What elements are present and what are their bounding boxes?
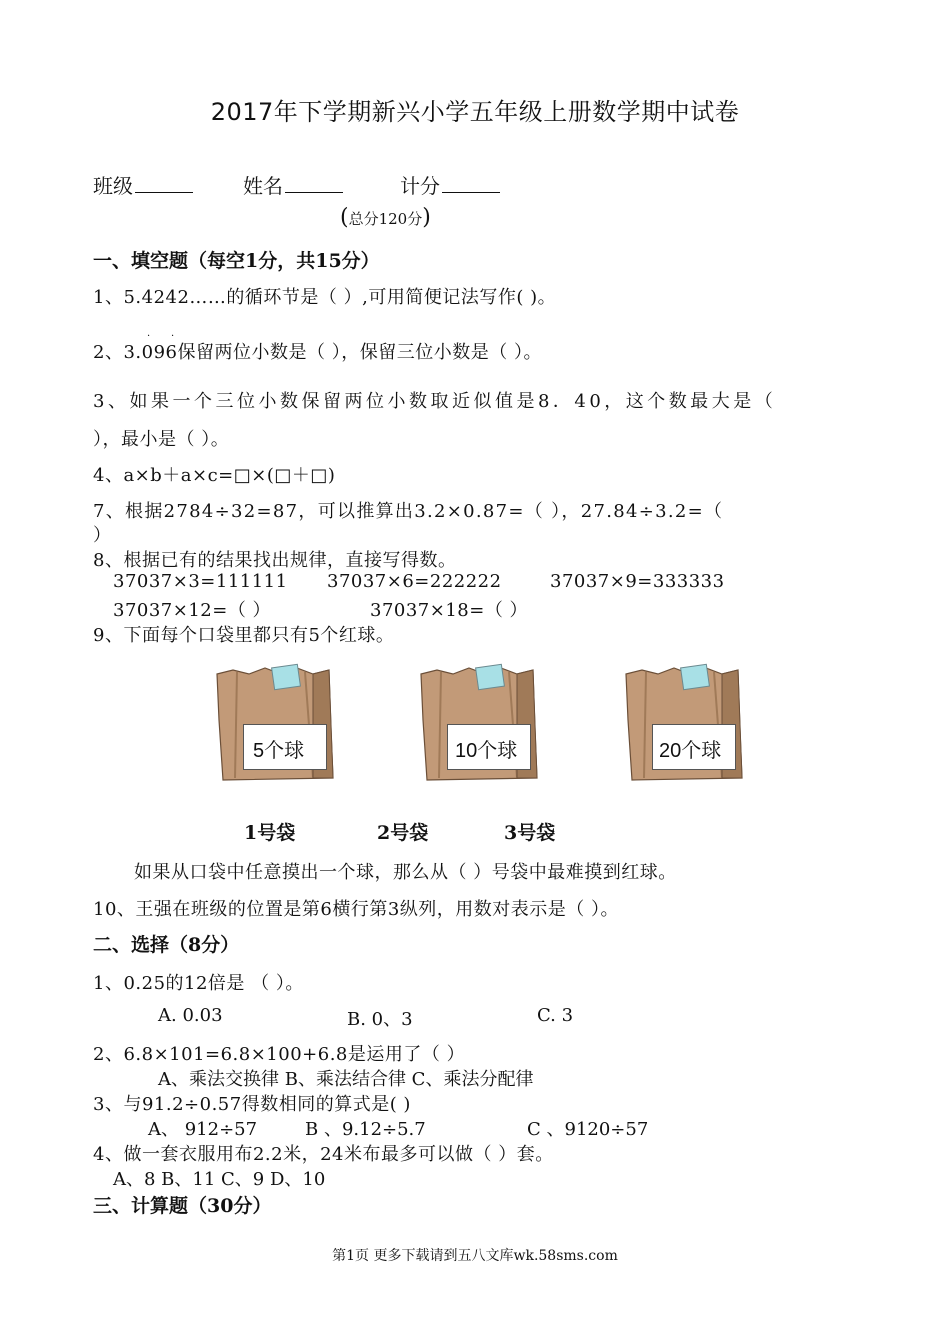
name-label: 姓名 [243,174,283,198]
bag-3-name: 3号袋 [504,822,556,844]
section2-heading: 二、选择（8分） [93,934,240,956]
s1-q3-line2: ），最小是（ ）。 [93,429,230,450]
s1-q2 [93,338,542,364]
name-field [243,170,343,199]
s1-q2-num: 096 [141,342,178,363]
total-close: ) [422,205,431,230]
bag-2-label: 10个球 [455,740,518,762]
s1-q2-suffix: 保留两位小数是（ ），保留三位小数是（ ）。 [177,342,542,363]
s2-q1: 1、0.25的12倍是 （ ）。 [93,973,304,994]
s1-q7-line2: ） [93,525,112,546]
s2-q4-options: A、8 B、11 C、9 D、10 [113,1169,326,1190]
s2-q1-opt-b: B. 0、3 [347,1009,413,1030]
s1-q8-intro: 8、根据已有的结果找出规律，直接写得数。 [93,550,457,571]
section3-heading: 三、计算题（30分） [93,1195,272,1217]
s1-q8-r2c1: 37037×12=（ ） [113,600,272,621]
bag-2 [417,660,545,785]
s1-q4: 4、a×b＋a×c=□×(□＋□) [93,465,336,486]
section1-heading: 一、填空题（每空1分，共15分） [93,250,380,272]
bag-1-name: 1号袋 [244,822,296,844]
s1-q2-prefix: 2、3. [93,342,142,363]
page-footer: 第1页 更多下载请到五八文库wk.58sms.com [332,1248,618,1264]
total-score [340,205,431,230]
s1-q8-r2c2: 37037×18=（ ） [370,600,529,621]
s2-q3: 3、与91.2÷0.57得数相同的算式是( ) [93,1094,411,1115]
s2-q3-opt-a: A、 912÷57 [148,1119,258,1140]
s1-q3-line1: 3、如果一个三位小数保留两位小数取近似值是8．40，这个数最大是（ [93,391,777,412]
s1-q1: 1、5.4242……的循环节是（ ）,可用简便记法写作( )。 [93,287,557,308]
s2-q2-options: A、乘法交换律 B、乘法结合律 C、乘法分配律 [158,1069,534,1090]
s1-q7-line1: 7、根据2784÷32=87，可以推算出3.2×0.87=（ ），27.84÷3.2=（ [93,501,724,522]
class-label: 班级 [93,174,133,198]
s1-q8-r1c3: 37037×9=333333 [550,571,725,592]
score-field [400,170,500,199]
bag-2-name: 2号袋 [377,822,429,844]
s1-q9-question: 如果从口袋中任意摸出一个球，那么从（ ）号袋中最难摸到红球。 [134,862,677,883]
page-title: 2017年下学期新兴小学五年级上册数学期中试卷 [210,98,740,126]
score-label: 计分 [400,174,440,198]
s2-q3-opt-c: C 、9120÷57 [527,1119,649,1140]
repeat-dot-2: · [171,331,175,342]
bag-3 [622,660,750,785]
s2-q2: 2、6.8×101=6.8×100+6.8是运用了（ ） [93,1044,466,1065]
bag-3-label: 20个球 [659,740,722,762]
s1-q8-r1c2: 37037×6=222222 [327,571,502,592]
s2-q1-opt-a: A. 0.03 [158,1005,223,1026]
repeat-dot-1: · [147,331,151,342]
class-field [93,170,193,199]
s1-q9-intro: 9、下面每个口袋里都只有5个红球。 [93,625,395,646]
score-blank [442,172,500,193]
total-text: 总分120分 [348,210,423,228]
s2-q3-opt-b: B 、9.12÷5.7 [305,1119,426,1140]
bag-1 [213,660,341,785]
name-blank [285,172,343,193]
s1-q8-r1c1: 37037×3=111111 [113,571,288,592]
s2-q1-opt-c: C. 3 [537,1005,574,1026]
bag-1-label: 5个球 [253,740,305,762]
class-blank [135,172,193,193]
total-open: ( [340,205,349,230]
s1-q10: 10、王强在班级的位置是第6横行第3纵列，用数对表示是（ ）。 [93,899,620,920]
s2-q4: 4、做一套衣服用布2.2米，24米布最多可以做（ ）套。 [93,1144,554,1165]
